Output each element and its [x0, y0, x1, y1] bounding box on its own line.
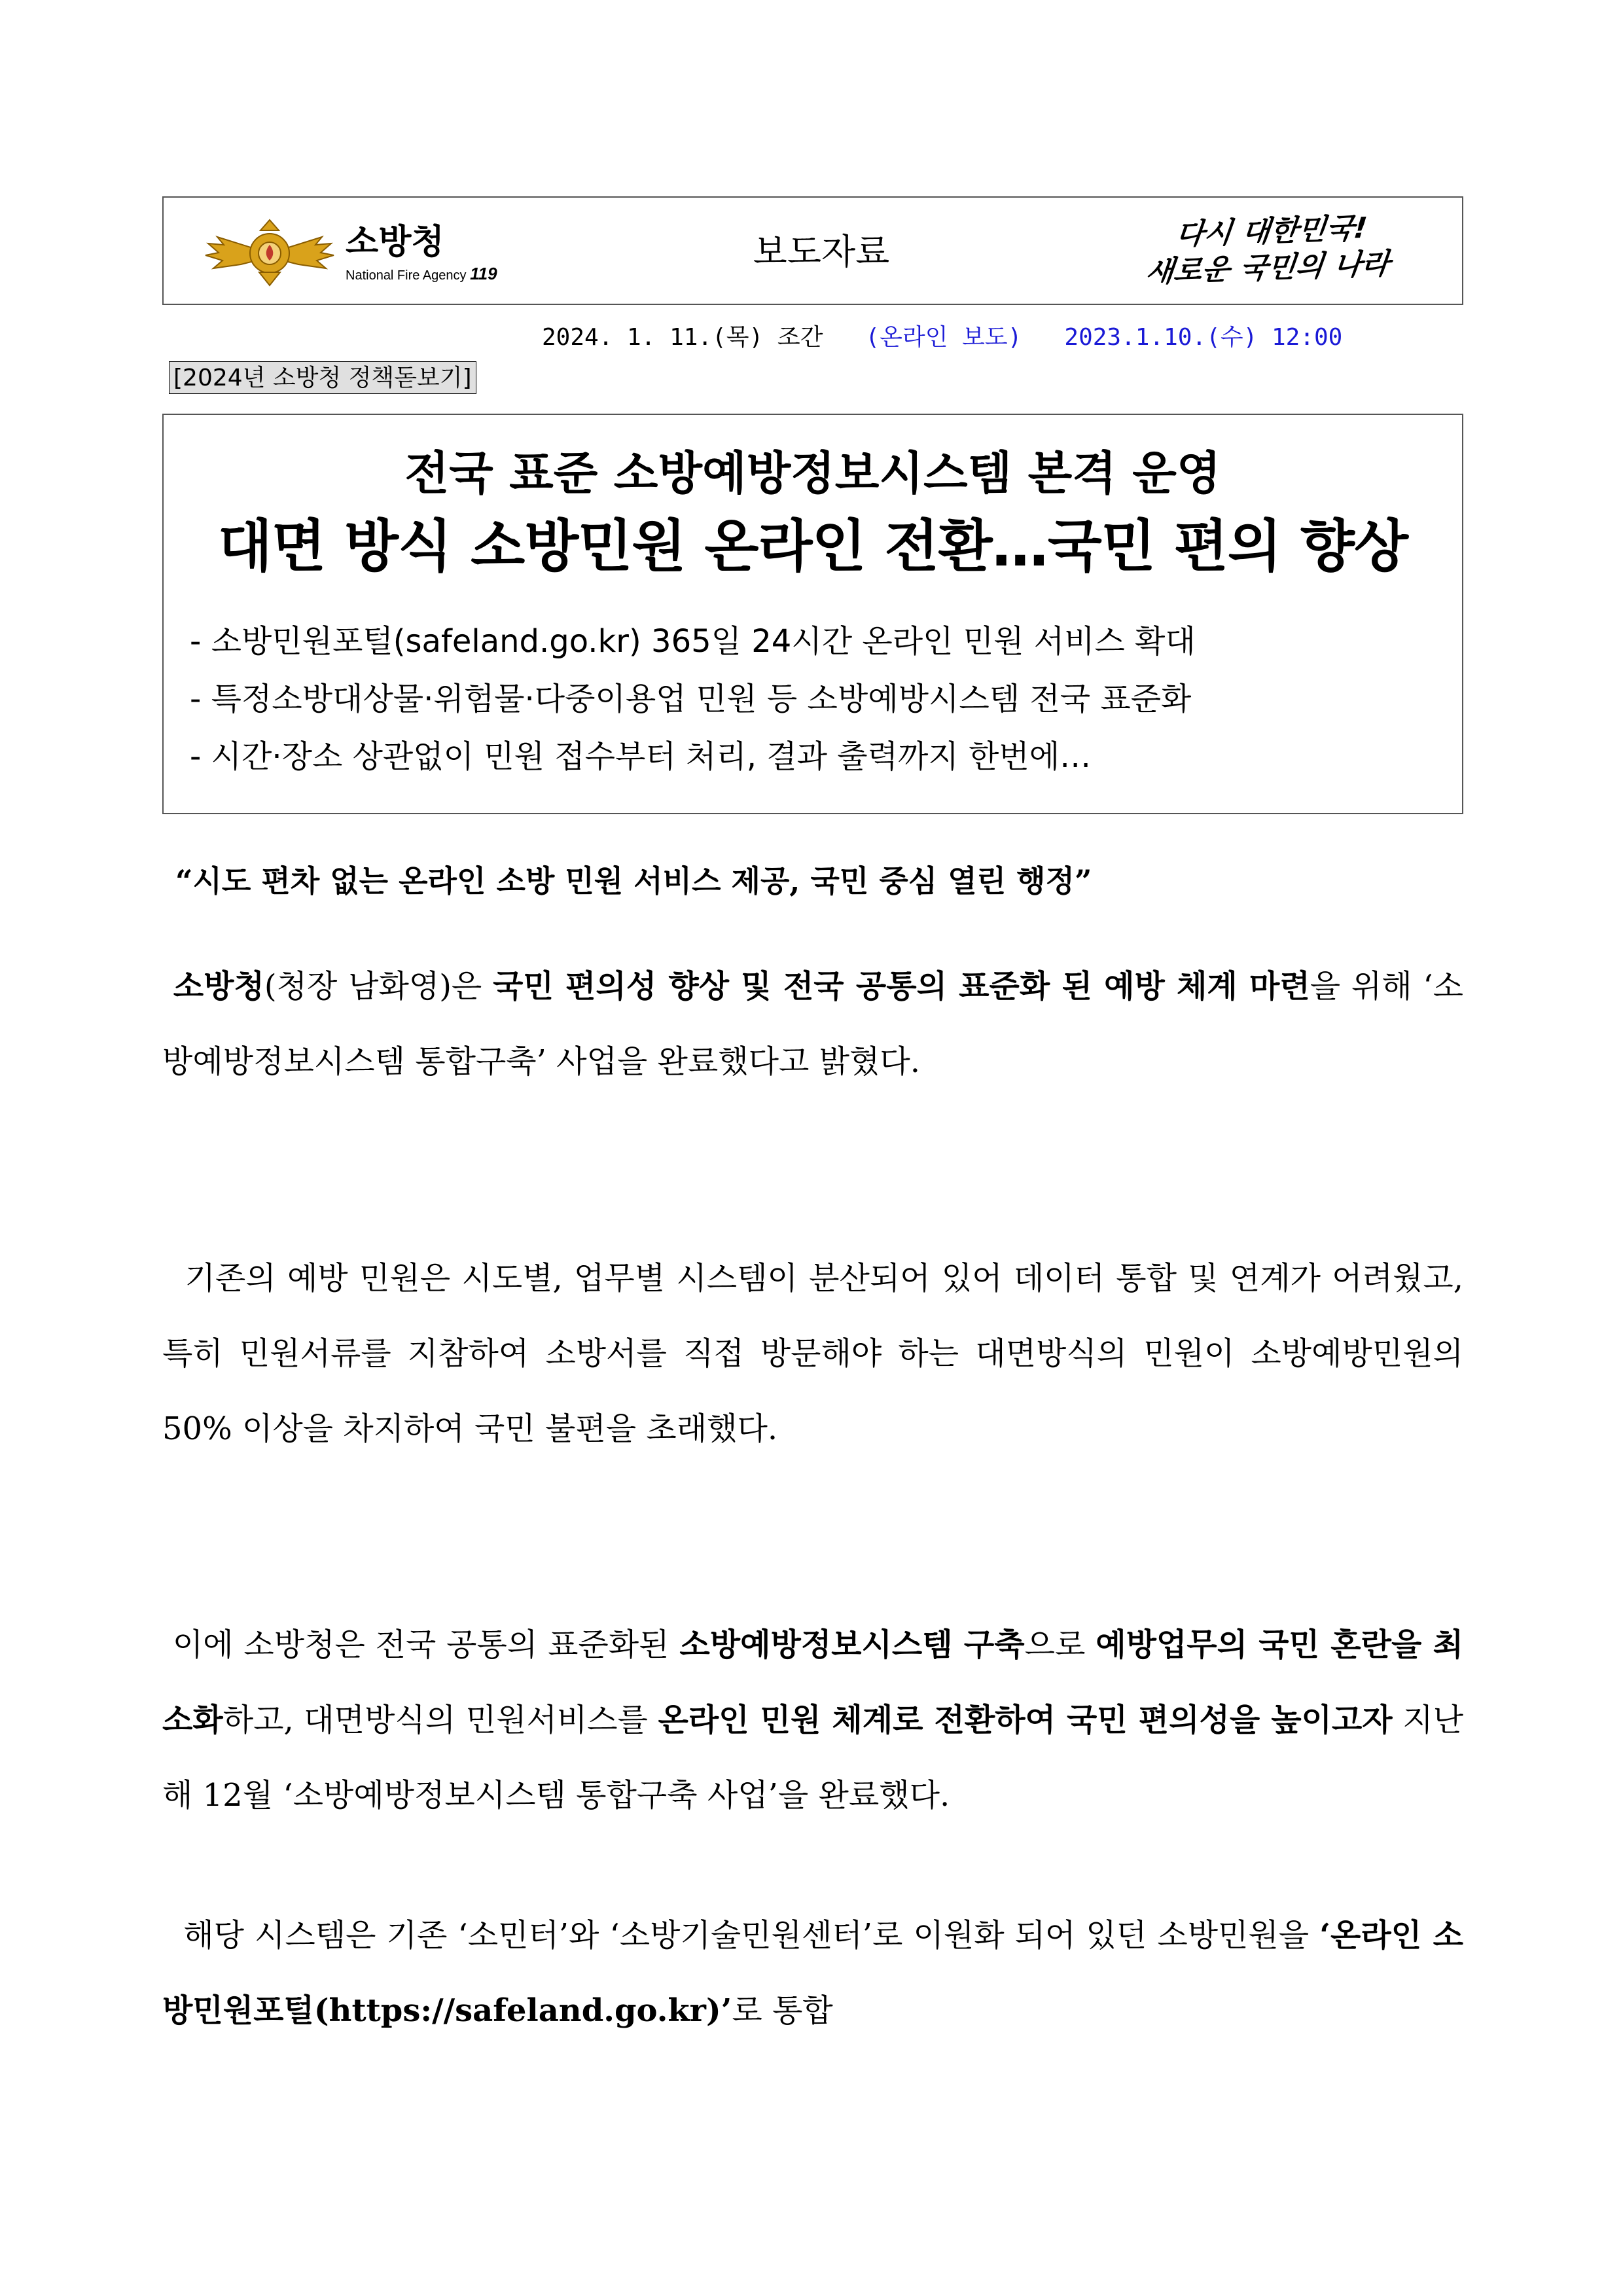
agency-119-mark: 119	[470, 264, 497, 283]
agency-name: 소방청	[346, 223, 444, 262]
bold-text: 국민 편의성 향상 및 전국 공통의 표준화 된 예방 체계 마련	[493, 968, 1310, 1005]
summary-bullets	[190, 613, 1446, 785]
online-release-time: 2023.1.10.(수) 12:00	[1064, 324, 1343, 351]
bold-text: 소방예방정보시스템 구축	[679, 1626, 1025, 1663]
body-text: 하고, 대면방식의 민원서비스를	[223, 1702, 658, 1738]
fire-agency-emblem-icon	[204, 217, 335, 289]
body-text: 으로	[1024, 1626, 1096, 1663]
body-text: 로 통합	[732, 1992, 833, 2029]
document-type: 보도자료	[753, 231, 890, 272]
bold-text: 소방청	[173, 968, 264, 1005]
summary-bullet: - 시간·장소 상관없이 민원 접수부터 처리, 결과 출력까지 한번에…	[190, 738, 1092, 775]
body-text: 기존의 예방 민원은 시도별, 업무별 시스템이 분산되어 있어 데이터 통합 및 연계가 어려웠고, 특히 민원서류를 지참하여 소방서를 직접 방문해야 하는 대면방식의 민원이 소방예방민원의 50% 이상을 차지하여 국민 불편을 초래했다.	[162, 1260, 1464, 1447]
body-paragraph-3	[162, 1607, 1463, 1833]
bold-text: 예방업무의 국민 혼란을 최소화	[162, 1626, 1464, 1738]
body-paragraph-2	[162, 1241, 1463, 1467]
slogan-line-2: 새로운 국민의 나라	[1144, 247, 1391, 289]
body-paragraph-4	[162, 1898, 1463, 2049]
headline-line-1: 전국 표준 소방예방정보시스템 본격 운영	[404, 446, 1221, 500]
body-text: (청장 남화영)은	[264, 968, 493, 1005]
online-release-label: (온라인 보도)	[865, 324, 1022, 351]
summary-bullet: - 소방민원포털(safeland.go.kr) 365일 24시간 온라인 민원 서비스 확대	[190, 623, 1196, 660]
agency-english-label: National Fire Agency	[346, 268, 467, 283]
body-text: 지난해 12월 ‘소방예방정보시스템 통합구축 사업’을 완료했다.	[162, 1702, 1463, 1814]
portal-link-text: ‘온라인 소방민원포털(https://safeland.go.kr)’	[162, 1917, 1463, 2029]
key-quote: “시도 편차 없는 온라인 소방 민원 서비스 제공, 국민 중심 열린 행정”	[175, 863, 1092, 899]
headline-box	[162, 414, 1463, 814]
letterhead	[162, 196, 1463, 305]
summary-bullet: - 특정소방대상물·위험물·다중이용업 민원 등 소방예방시스템 전국 표준화	[190, 681, 1192, 717]
body-text: 이에 소방청은 전국 공통의 표준화된	[172, 1626, 680, 1663]
release-dates	[542, 323, 1342, 352]
body-paragraph-1	[162, 949, 1463, 1100]
agency-english-name	[346, 266, 497, 283]
headline-line-2: 대면 방식 소방민원 온라인 전환…국민 편의 향상	[217, 514, 1408, 579]
slogan	[1101, 207, 1438, 292]
embargo-date: 2024. 1. 11.(목) 조간	[542, 324, 823, 351]
body-text: 해당 시스템은 기존 ‘소민터’와 ‘소방기술민원센터’로 이원화 되어 있던 소방민원을	[183, 1917, 1320, 1954]
bold-text: 온라인 민원 체계로 전환하여 국민 편의성을 높이고자	[658, 1702, 1393, 1738]
slogan-line-1: 다시 대한민국!	[1174, 211, 1369, 252]
body-text: 을 위해 ‘소방예방정보시스템 통합구축’ 사업을 완료했다고 밝혔다.	[162, 968, 1463, 1080]
policy-tag: [2024년 소방청 정책돋보기]	[169, 361, 476, 394]
